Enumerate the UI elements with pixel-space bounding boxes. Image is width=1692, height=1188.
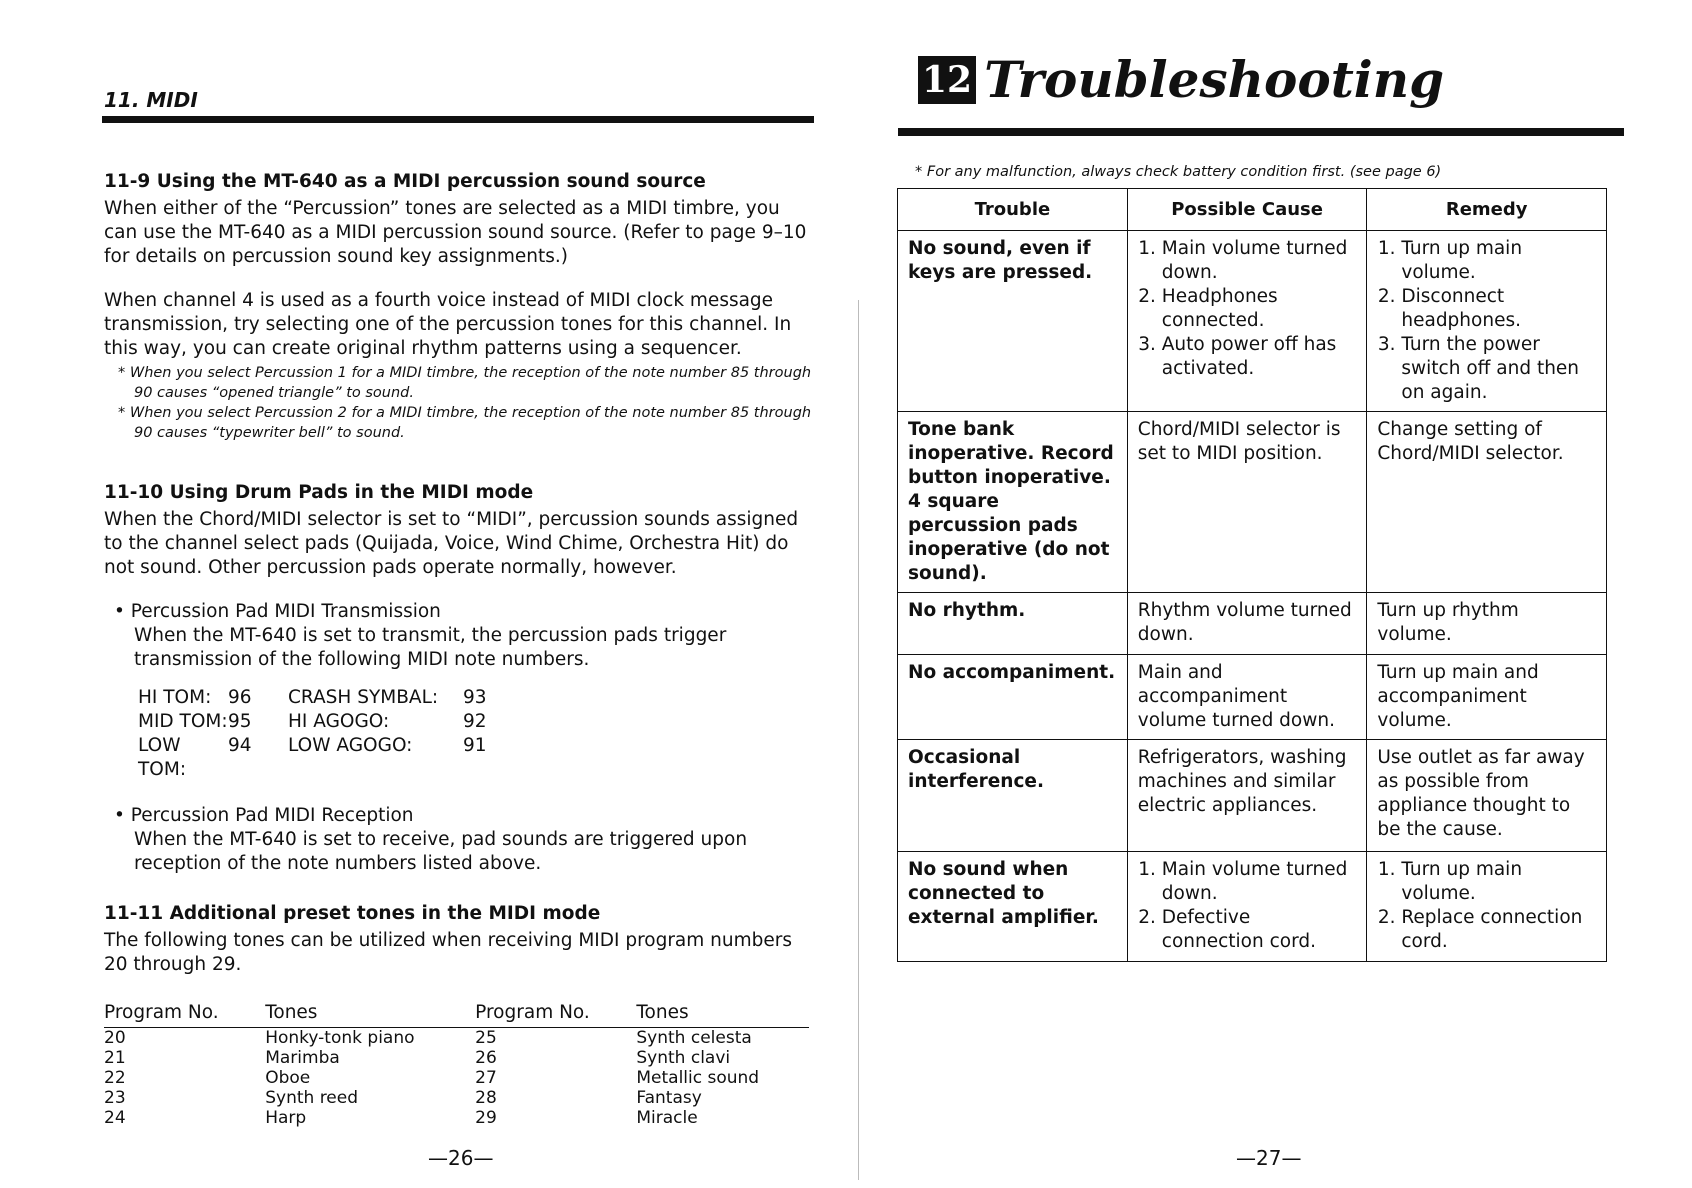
note-number: 95 <box>228 711 252 732</box>
trouble-row <box>898 231 1607 412</box>
column-header: Remedy <box>1367 189 1607 231</box>
bullet-title: • Percussion Pad MIDI Reception <box>114 805 414 826</box>
table-cell: Honky-tonk piano <box>265 1028 415 1048</box>
bullet-item <box>104 600 814 672</box>
paragraph: The following tones can be utilized when receiving MIDI program numbers 20 through 29. <box>104 930 793 975</box>
remedy-item: 2. Replace connection cord. <box>1401 906 1596 954</box>
bullet-title: • Percussion Pad MIDI Transmission <box>114 601 441 622</box>
paragraph: When the Chord/MIDI selector is set to “MIDI”, percussion sounds assigned to the channel select pads (Quijada, Voice, Wind Chime, Orchestra Hit) do not sound. Other percussion pads operate normally, however. <box>104 509 799 578</box>
table-cell: 21 <box>104 1048 126 1068</box>
table-cell: Synth reed <box>265 1088 359 1108</box>
note: * When you select Percussion 2 for a MIDI timbre, the reception of the note number 85 through 90 causes “typewriter bell” to sound. <box>118 405 812 441</box>
remedy-cell <box>1367 655 1607 740</box>
cause-cell <box>1127 231 1367 412</box>
footnote: * For any malfunction, always check battery condition first. (see page 6) <box>915 164 1442 180</box>
note-number: 92 <box>463 711 487 732</box>
remedy-text: Turn up main and accompaniment volume. <box>1377 662 1539 731</box>
remedy-cell <box>1367 740 1607 852</box>
cause-text: Rhythm volume turned down. <box>1137 600 1352 645</box>
table-cell: Harp <box>265 1108 307 1128</box>
column-header: Tones <box>265 1003 475 1028</box>
cause-cell <box>1127 740 1367 852</box>
pad-name: HI AGOGO: <box>288 711 390 732</box>
section-heading: 11-9 Using the MT-640 as a MIDI percussion sound source <box>104 171 706 192</box>
note-number: 91 <box>463 735 487 756</box>
note-number: 94 <box>228 735 252 756</box>
title-text: Troubleshooting <box>984 50 1445 109</box>
note: * When you select Percussion 1 for a MIDI timbre, the reception of the note number 85 through 90 causes “opened triangle” to sound. <box>118 365 812 401</box>
table-cell: 20 <box>104 1028 126 1048</box>
remedy-item: 3. Turn the power switch off and then on again. <box>1401 333 1596 405</box>
remedy-text: Change setting of Chord/MIDI selector. <box>1377 419 1564 464</box>
troubleshooting-table <box>897 188 1607 962</box>
pad-name: HI TOM: <box>138 687 212 708</box>
column-header: Tones <box>636 1003 809 1028</box>
table-cell: Fantasy <box>636 1088 702 1108</box>
table-row <box>104 1048 809 1068</box>
column-header: Program No. <box>104 1003 265 1028</box>
table-row <box>104 1088 809 1108</box>
trouble-cell: Tone bank inoperative. Record button inoperative. 4 square percussion pads inoperative (do not sound). <box>898 412 1128 593</box>
pad-name: MID TOM: <box>138 711 228 732</box>
table-cell: Oboe <box>265 1068 311 1088</box>
column-header: Trouble <box>898 189 1128 231</box>
section-heading: 11-10 Using Drum Pads in the MIDI mode <box>104 482 534 503</box>
cause-text: Main and accompaniment volume turned down. <box>1137 662 1335 731</box>
trouble-row <box>898 852 1607 962</box>
trouble-cell: Occasional interference. <box>898 740 1128 852</box>
table-cell: Metallic sound <box>636 1068 760 1088</box>
remedy-cell <box>1367 852 1607 962</box>
trouble-cell: No sound when connected to external amplifier. <box>898 852 1128 962</box>
trouble-row <box>898 593 1607 655</box>
paragraph: When either of the “Percussion” tones are selected as a MIDI timbre, you can use the MT-640 as a MIDI percussion sound source. (Refer to page 9–10 for details on percussion sound key assignments.) <box>104 198 807 267</box>
pad-name: LOW AGOGO: <box>288 735 413 756</box>
cause-item: 3. Auto power off has activated. <box>1162 333 1357 381</box>
page-number: —26— <box>428 1146 494 1170</box>
section-heading: 11-11 Additional preset tones in the MIDI mode <box>104 903 601 924</box>
note-number-list <box>138 686 814 782</box>
table-cell: Synth clavi <box>636 1048 731 1068</box>
header-rule <box>102 116 814 123</box>
column-header: Possible Cause <box>1127 189 1367 231</box>
trouble-row <box>898 740 1607 852</box>
remedy-text: Use outlet as far away as possible from appliance thought to be the cause. <box>1377 747 1585 840</box>
remedy-item: 1. Turn up main volume. <box>1401 237 1596 285</box>
table-cell: 27 <box>475 1068 497 1088</box>
pad-name: LOW TOM: <box>138 735 187 780</box>
table-row <box>104 1108 809 1128</box>
bullet-body: When the MT-640 is set to receive, pad sounds are triggered upon reception of the note numbers listed above. <box>134 829 748 874</box>
cause-cell <box>1127 593 1367 655</box>
cause-item: 2. Defective connection cord. <box>1162 906 1357 954</box>
bullet-body: When the MT-640 is set to transmit, the percussion pads trigger transmission of the following MIDI note numbers. <box>134 625 727 670</box>
pad-name: CRASH SYMBAL: <box>288 687 439 708</box>
cause-cell <box>1127 655 1367 740</box>
table-row <box>104 1028 809 1049</box>
program-table <box>104 1003 809 1128</box>
table-cell: Marimba <box>265 1048 340 1068</box>
table-cell: Miracle <box>636 1108 698 1128</box>
table-cell: 29 <box>475 1108 497 1128</box>
page-gutter <box>858 300 859 1180</box>
note-number: 96 <box>228 687 252 708</box>
table-row <box>104 1068 809 1088</box>
cause-item: 1. Main volume turned down. <box>1162 858 1357 906</box>
remedy-cell <box>1367 231 1607 412</box>
cause-item: 2. Headphones connected. <box>1162 285 1357 333</box>
cause-cell <box>1127 412 1367 593</box>
column-header: Program No. <box>475 1003 636 1028</box>
table-cell: Synth celesta <box>636 1028 752 1048</box>
cause-cell <box>1127 852 1367 962</box>
trouble-cell: No rhythm. <box>898 593 1128 655</box>
table-cell: 28 <box>475 1088 497 1108</box>
remedy-item: 2. Disconnect headphones. <box>1401 285 1596 333</box>
note-number: 93 <box>463 687 487 708</box>
table-cell: 23 <box>104 1088 126 1108</box>
trouble-row <box>898 412 1607 593</box>
trouble-cell: No sound, even if keys are pressed. <box>898 231 1128 412</box>
cause-item: 1. Main volume turned down. <box>1162 237 1357 285</box>
paragraph: When channel 4 is used as a fourth voice instead of MIDI clock message transmission, try selecting one of the percussion tones for this channel. In this way, you can create original rhythm patterns using a sequencer. <box>104 290 792 359</box>
running-head: 11. MIDI <box>104 88 198 112</box>
cause-text: Chord/MIDI selector is set to MIDI position. <box>1137 419 1341 464</box>
cause-text: Refrigerators, washing machines and similar electric appliances. <box>1137 747 1347 816</box>
page-number: —27— <box>1236 1146 1302 1170</box>
left-page-body <box>104 170 814 1128</box>
remedy-item: 1. Turn up main volume. <box>1401 858 1596 906</box>
trouble-cell: No accompaniment. <box>898 655 1128 740</box>
table-cell: 24 <box>104 1108 126 1128</box>
remedy-text: Turn up rhythm volume. <box>1377 600 1519 645</box>
remedy-cell <box>1367 593 1607 655</box>
chapter-number-badge: 12 <box>918 56 976 104</box>
trouble-row <box>898 655 1607 740</box>
remedy-cell <box>1367 412 1607 593</box>
table-cell: 22 <box>104 1068 126 1088</box>
table-cell: 25 <box>475 1028 497 1048</box>
title-rule <box>898 128 1624 136</box>
chapter-title <box>918 50 1444 109</box>
bullet-item <box>104 804 814 876</box>
table-cell: 26 <box>475 1048 497 1068</box>
